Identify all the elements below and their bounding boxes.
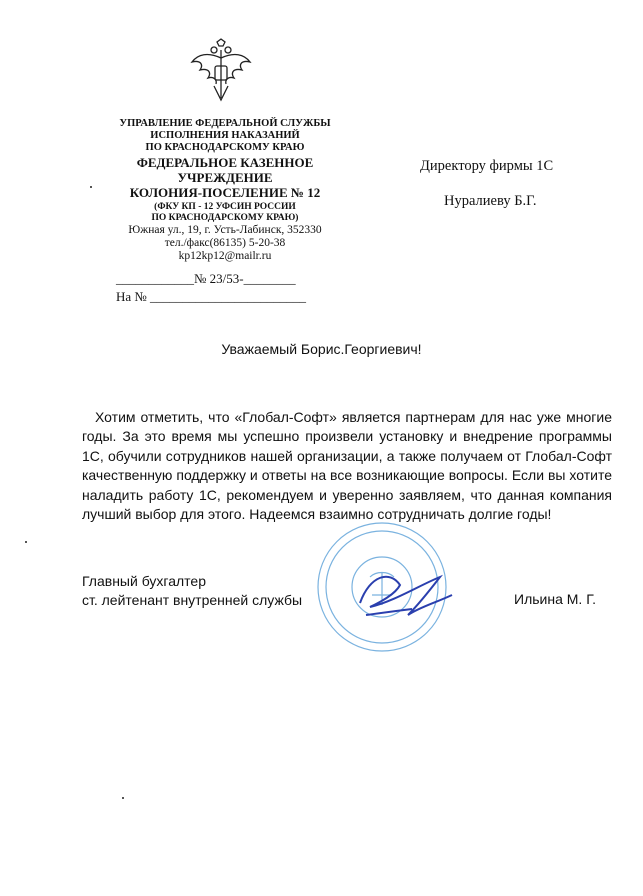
recipient-position: Директору фирмы 1С <box>420 158 554 174</box>
org-line: (ФКУ КП - 12 УФСИН РОССИИ <box>154 202 296 212</box>
org-line: ФЕДЕРАЛЬНОЕ КАЗЕННОЕ <box>136 155 314 171</box>
reply-to-number: На № ________________________ <box>116 289 307 304</box>
org-phone: тел./факс(86135) 5-20-38 <box>164 237 286 250</box>
org-line: ПО КРАСНОДАРСКОМУ КРАЮ) <box>151 212 299 223</box>
org-line: УПРАВЛЕНИЕ ФЕДЕРАЛЬНОЙ СЛУЖБЫ <box>119 118 331 129</box>
org-line: УЧРЕЖДЕНИЕ <box>177 170 273 186</box>
letter-body: Хотим отметить, что «Глобал-Софт» является партнерам для нас уже многие годы. За это время мы успешно произвели установку и внедрение программы 1С, обучили сотрудников нашей организации, а также получаем от Глобал-Софт качественную поддержку и ответы на все возникающие вопросы. Если вы хотите наладить работу 1С, рекомендуем и уверенно заявляем, что данная компания лучший выбор для этого. Надеемся взаимно сотрудничать долгие годы! <box>82 409 612 523</box>
signatory-title: Главный бухгалтер <box>82 573 206 589</box>
scan-speck <box>122 797 124 799</box>
greeting: Уважаемый Борис.Георгиевич! <box>221 341 422 357</box>
signatory-rank: ст. лейтенант внутренней службы <box>82 592 303 608</box>
signatory-name: Ильина М. Г. <box>514 591 596 607</box>
scan-speck <box>90 186 92 188</box>
signatory-position <box>82 572 302 610</box>
scan-speck <box>25 541 27 543</box>
org-line: ПО КРАСНОДАРСКОМУ КРАЮ <box>145 142 305 154</box>
org-line: КОЛОНИЯ-ПОСЕЛЕНИЕ № 12 <box>129 185 321 201</box>
org-line: ИСПОЛНЕНИЯ НАКАЗАНИЙ <box>150 130 300 142</box>
org-address: Южная ул., 19, г. Усть-Лабинск, 352330 <box>128 223 322 236</box>
recipient-name: Нуралиеву Б.Г. <box>444 193 537 209</box>
official-stamp-icon <box>300 515 470 655</box>
eagle-emblem-icon <box>186 38 256 108</box>
org-email: kp12kp12@mailr.ru <box>178 250 272 263</box>
organization-header <box>100 118 350 264</box>
registration-number: ____________№ 23/53-________ <box>116 271 296 286</box>
